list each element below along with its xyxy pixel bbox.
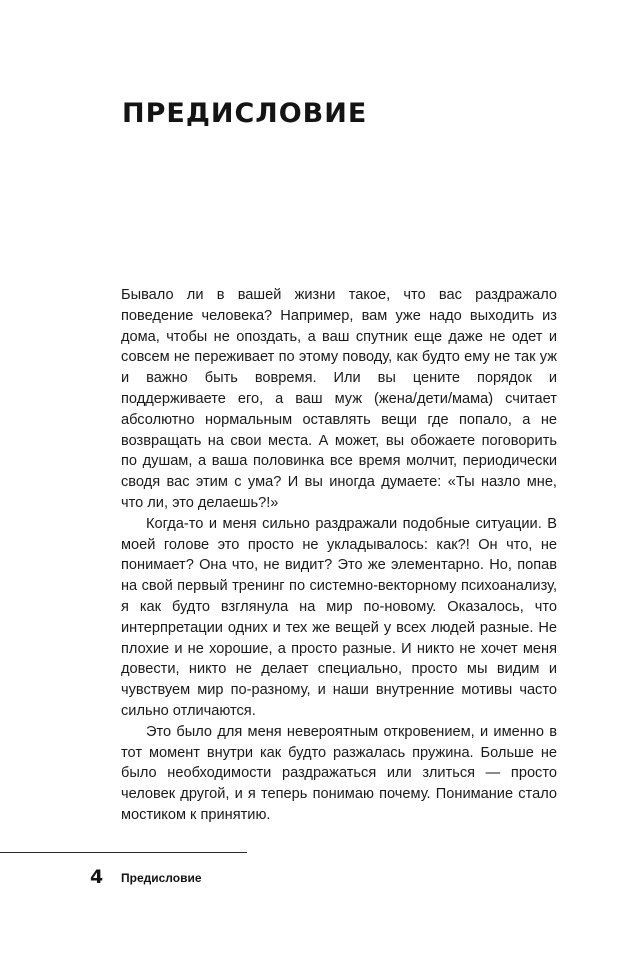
running-head: Предисловие <box>121 871 202 885</box>
page-number: 4 <box>90 866 104 888</box>
body-text <box>121 285 557 826</box>
paragraph: Когда-то и меня сильно раздражали подобные ситуации. В моей голове это просто не укладывалось: как?! Он что, не понимает? Она что, не видит? Это же элементарно. Но, попав на свой первый тренинг по системно-векторному психоанализу, я как будто взглянула на мир по-новому. Оказалось, что интерпретации одних и тех же вещей у всех людей разные. Не плохие и не хорошие, а просто разные. И никто не хочет меня довести, никто не делает специально, просто мы видим и чувствуем мир по-разному, и наши внутренние мотивы часто сильно отличаются. <box>121 515 557 719</box>
paragraph: Это было для меня невероятным откровением, и именно в тот момент внутри как будто разжалась пружина. Больше не было необходимости раздражаться или злиться — просто человек другой, и я теперь понимаю почему. Понимание стало мостиком к принятию. <box>121 723 557 823</box>
footer-divider <box>0 852 247 853</box>
paragraph: Бывало ли в вашей жизни такое, что вас раздражало поведение человека? Например, вам уже надо выходить из дома, чтобы не опоздать, а ваш спутник еще даже не одет и совсем не переживает по этому поводу, как будто ему не так уж и важно быть вовремя. Или вы цените порядок и поддерживаете его, а ваш муж (жена/дети/мама) считает абсолютно нормальным оставлять вещи где попало, а не возвращать на свои места. А может, вы обожаете поговорить по душам, а ваша половинка все время молчит, периодически сводя вас этим с ума? И вы иногда думаете: «Ты назло мне, что ли, это делаешь?!» <box>121 287 557 511</box>
chapter-title: ПРЕДИСЛОВИЕ <box>122 98 368 129</box>
